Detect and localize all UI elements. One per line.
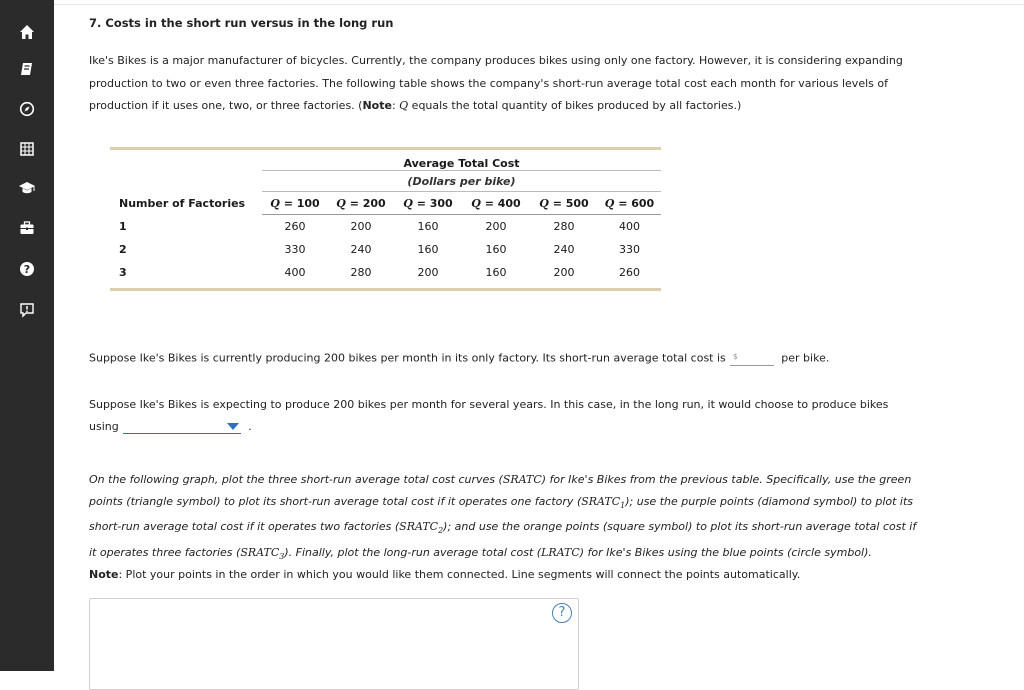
question-2-end: . <box>248 420 252 433</box>
table-cell: 200 <box>350 220 372 233</box>
intro-text-end: equals the total quantity of bikes produced by all factories.) <box>408 99 742 112</box>
question-1-text: Suppose Ike's Bikes is currently producing 200 bikes per month in its only factory. Its short-run average total cost is <box>89 351 726 365</box>
table-cell: 330 <box>284 243 306 256</box>
table-row <box>110 238 661 261</box>
column-header: Q = 100 <box>262 192 328 215</box>
table-cell: 400 <box>284 266 306 279</box>
table-cell: 160 <box>417 243 439 256</box>
feedback-button[interactable] <box>0 292 54 328</box>
compass-button[interactable] <box>0 91 54 127</box>
table-cell: 280 <box>350 266 372 279</box>
factories-column-header: Number of Factories <box>119 196 246 210</box>
notebook-icon <box>19 61 35 77</box>
table-cell: 160 <box>417 220 439 233</box>
graduation-cap-icon <box>18 180 36 196</box>
compass-icon <box>19 101 35 117</box>
factories-cell: 2 <box>119 243 127 256</box>
help-icon <box>19 261 35 277</box>
factories-dropdown[interactable] <box>123 421 241 434</box>
note-text: : Plot your points in the order in which you would like them connected. Line segments will connect the points automatically. <box>118 568 801 581</box>
calculator-button[interactable] <box>0 131 54 167</box>
home-button[interactable] <box>0 14 54 50</box>
table-cell: 160 <box>485 266 507 279</box>
table-cell: 240 <box>350 243 372 256</box>
help-button[interactable] <box>0 251 54 287</box>
table-group-header: Average Total Cost <box>403 157 520 170</box>
column-header: Q = 300 <box>394 192 462 215</box>
factories-cell: 3 <box>119 266 127 279</box>
table-header-row <box>110 192 661 215</box>
table-bottom-rule <box>110 288 661 291</box>
cost-table <box>110 147 661 291</box>
currency-label: $ <box>732 352 738 361</box>
table-cell: 400 <box>619 220 640 233</box>
note-paragraph <box>89 568 800 581</box>
home-icon <box>19 24 35 40</box>
intro-text: Ike's Bikes is a major manufacturer of bicycles. Currently, the company produces bikes using only one factory. However, it is considering expanding production to two or even three factories. The following table shows the company's short-run average total cost each month for various levels of production if it uses one, two, or three factories. ( <box>89 54 903 112</box>
briefcase-button[interactable] <box>0 210 54 246</box>
column-header: Q = 200 <box>328 192 394 215</box>
svg-text:?: ? <box>23 263 31 276</box>
table-cell: 330 <box>619 243 640 256</box>
question-1-suffix: per bike. <box>781 351 830 365</box>
calculator-icon <box>19 141 35 157</box>
table-row <box>110 261 661 284</box>
intro-colon: : <box>391 99 400 112</box>
sidebar <box>0 0 54 671</box>
table-row <box>110 215 661 239</box>
graph-instructions: On the following graph, plot the three short-run average total cost curves (SRATC) for Ike's Bikes from the previous table. Specifically, use the green points (triangle symbol) to plot its short-run average total cost if it operates one factory $(SRATC_1)$; use the purple points (diamond symbol) to plot its short-run average total cost if it operates two factories $(SRATC_2)$; and use the orange points (square symbol) to plot its short-run average total cost if it operates three factories $(SRATC_3)$. Finally, plot the long-run average total cost (LRATC) for Ike's Bikes using the blue points (circle symbol). <box>89 473 917 562</box>
notebook-button[interactable] <box>0 51 54 87</box>
table-cell: 240 <box>553 243 575 256</box>
graph-area[interactable] <box>89 598 579 690</box>
chevron-down-icon <box>227 423 239 430</box>
courses-button[interactable] <box>0 170 54 206</box>
intro-note-label: Note <box>362 99 392 112</box>
table-cell: 200 <box>553 266 575 279</box>
feedback-icon <box>19 302 35 318</box>
table-cell: 280 <box>553 220 575 233</box>
srac-answer-input[interactable] <box>730 351 774 366</box>
intro-paragraph <box>89 50 919 118</box>
intro-q-symbol: Q <box>399 99 409 112</box>
question-2-text: Suppose Ike's Bikes is expecting to produce 200 bikes per month for several years. In this case, in the long run, it would choose to produce bikes using <box>89 398 889 433</box>
table-group-subheader: (Dollars per bike) <box>262 171 661 192</box>
table-cell: 160 <box>485 243 507 256</box>
column-header: Q = 600 <box>598 192 661 215</box>
briefcase-icon <box>19 220 35 236</box>
table-cell: 200 <box>485 220 507 233</box>
page-title: 7. Costs in the short run versus in the long run <box>89 16 394 30</box>
column-header: Q = 500 <box>530 192 598 215</box>
question-1 <box>89 351 829 366</box>
table-cell: 260 <box>619 266 640 279</box>
factories-cell: 1 <box>119 219 127 233</box>
table-cell: 260 <box>284 220 306 233</box>
table-cell: 200 <box>417 266 439 279</box>
column-header: Q = 400 <box>462 192 530 215</box>
graph-help-button[interactable]: ? <box>552 603 572 623</box>
top-divider <box>54 4 1024 5</box>
question-2 <box>89 394 919 438</box>
note-label: Note <box>89 568 119 581</box>
